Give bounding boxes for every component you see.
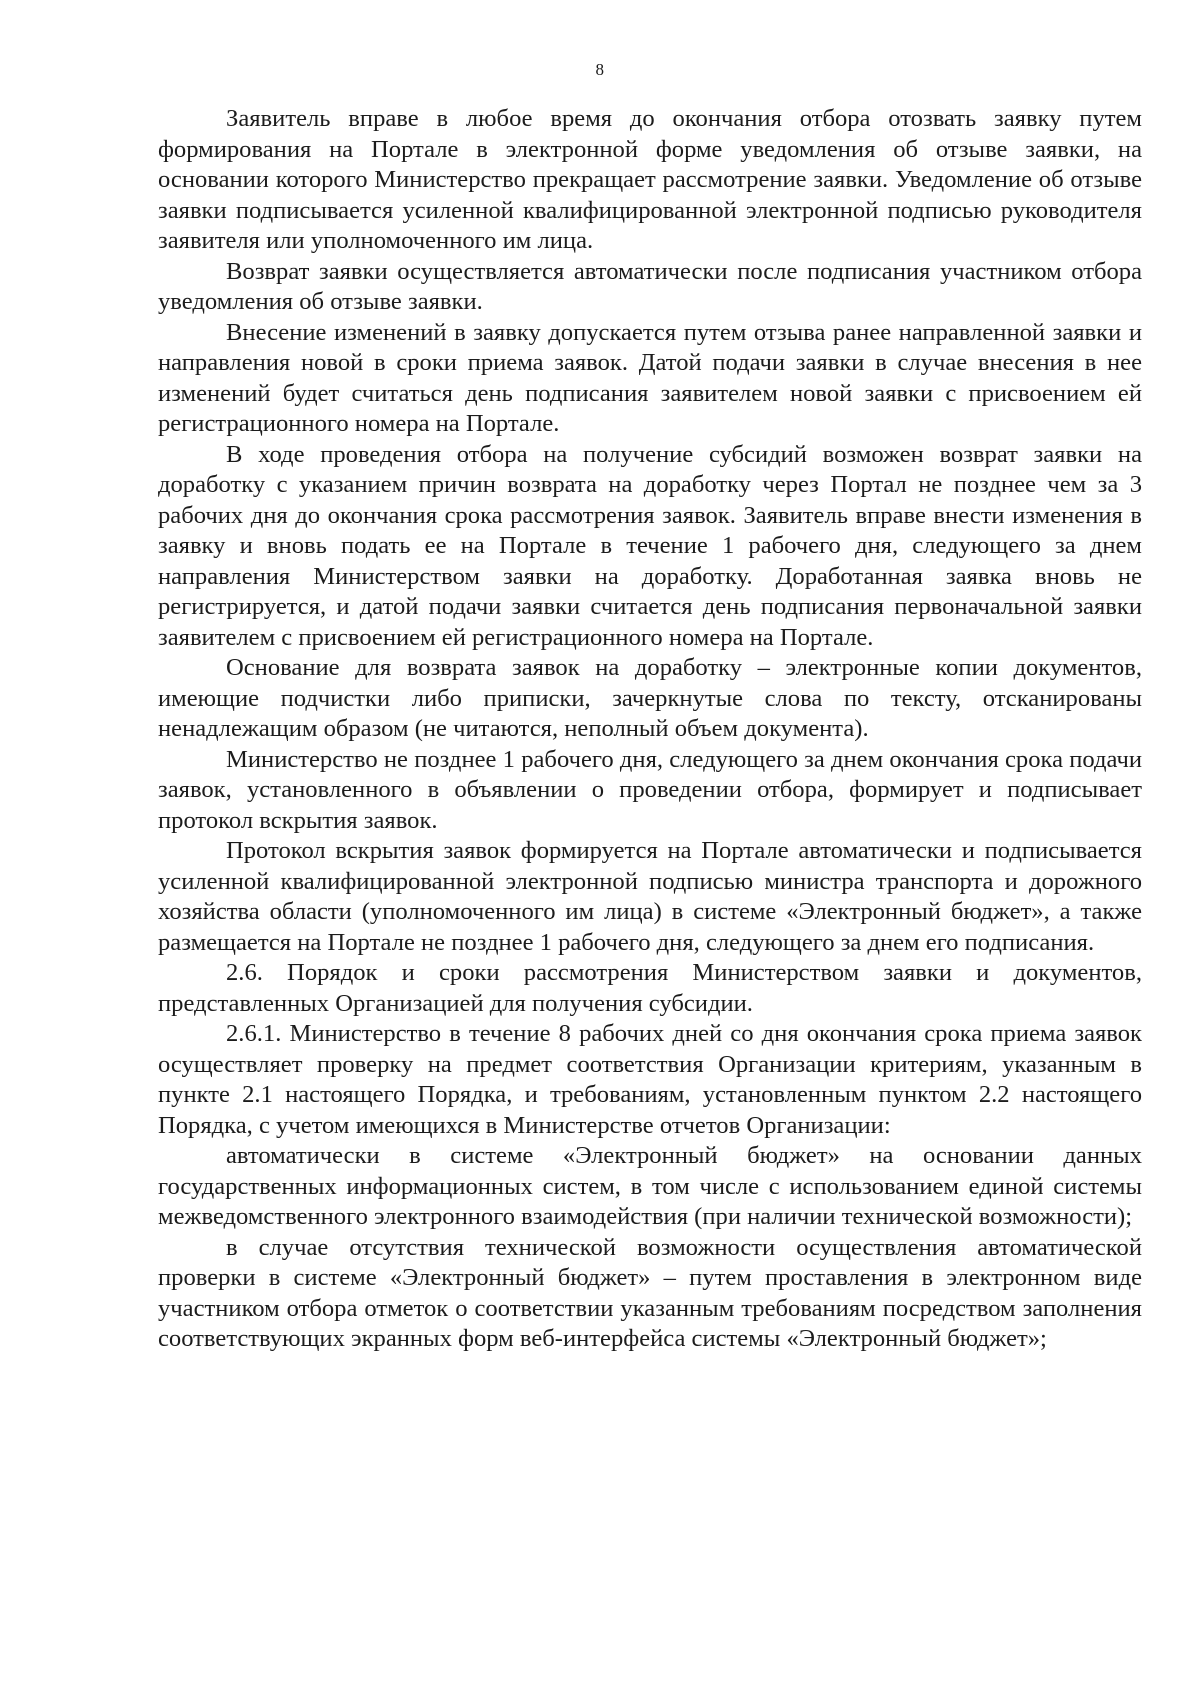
paragraph-opening-protocol: Министерство не позднее 1 рабочего дня, следующего за днем окончания срока подачи заявок, установленного в объявлении о проведении отбора, формирует и подписывает протокол вскрытия заявок. (158, 745, 1142, 834)
paragraph-return-grounds: Основание для возврата заявок на доработку – электронные копии документов, имеющие подчистки либо приписки, зачеркнутые слова по тексту, отсканированы ненадлежащим образом (не читаются, неполный объем документа). (158, 654, 1142, 742)
paragraph-application-changes: Внесение изменений в заявку допускается путем отзыва ранее направленной заявки и направления новой в сроки приема заявок. Датой подачи заявки в случае внесения в нее изменений будет считаться день подписания заявителем новой заявки с присвоением ей регистрационного номера на Портале. (158, 318, 1142, 437)
paragraph-application-return: Возврат заявки осуществляется автоматически после подписания участником отбора уведомления об отзыве заявки. (158, 257, 1142, 315)
paragraph-protocol-signing: Протокол вскрытия заявок формируется на Портале автоматически и подписывается усиленной квалифицированной электронной подписью министра транспорта и дорожного хозяйства области (уполномоченного им лица) в системе «Электронный бюджет», а также размещается на Портале не позднее 1 рабочего дня, следующего за днем его подписания. (158, 837, 1142, 956)
paragraph-application-withdrawal: Заявитель вправе в любое время до окончания отбора отозвать заявку путем формирования на Портале в электронной форме уведомления об отзыве заявки, на основании которого Министерство прекращает рассмотрение заявки. Уведомление об отзыве заявки подписывается усиленной квалифицированной электронной подписью руководителя заявителя или уполномоченного им лица. (158, 105, 1142, 254)
document-body (158, 104, 1142, 1355)
paragraph-manual-check: в случае отсутствия технической возможности осуществления автоматической проверки в системе «Электронный бюджет» – путем проставления в электронном виде участником отбора отметок о соответствии указанным требованиям посредством заполнения соответствующих экранных форм веб-интерфейса системы «Электронный бюджет»; (158, 1233, 1142, 1352)
paragraph-automatic-check: автоматически в системе «Электронный бюджет» на основании данных государственных информационных систем, в том числе с использованием единой системы межведомственного электронного взаимодействия (при наличии технической возможности); (158, 1142, 1142, 1230)
paragraph-return-for-revision: В ходе проведения отбора на получение субсидий возможен возврат заявки на доработку с указанием причин возврата на доработку через Портал не позднее чем за 3 рабочих дня до окончания срока рассмотрения заявок. Заявитель вправе внести изменения в заявку и вновь подать ее на Портале в течение 1 рабочего дня, следующего за днем направления Министерством заявки на доработку. Доработанная заявка вновь не регистрируется, и датой подачи заявки считается день подписания первоначальной заявки заявителем с присвоением ей регистрационного номера на Портале. (158, 440, 1142, 651)
paragraph-section-2-6-1: 2.6.1. Министерство в течение 8 рабочих дней со дня окончания срока приема заявок осуществляет проверку на предмет соответствия Организации критериям, указанным в пункте 2.1 настоящего Порядка, и требованиям, установленным пунктом 2.2 настоящего Порядка, с учетом имеющихся в Министерстве отчетов Организации: (158, 1020, 1142, 1139)
paragraph-section-2-6: 2.6. Порядок и сроки рассмотрения Министерством заявки и документов, представленных Организацией для получения субсидии. (158, 959, 1142, 1017)
page-number: 8 (595, 60, 605, 79)
